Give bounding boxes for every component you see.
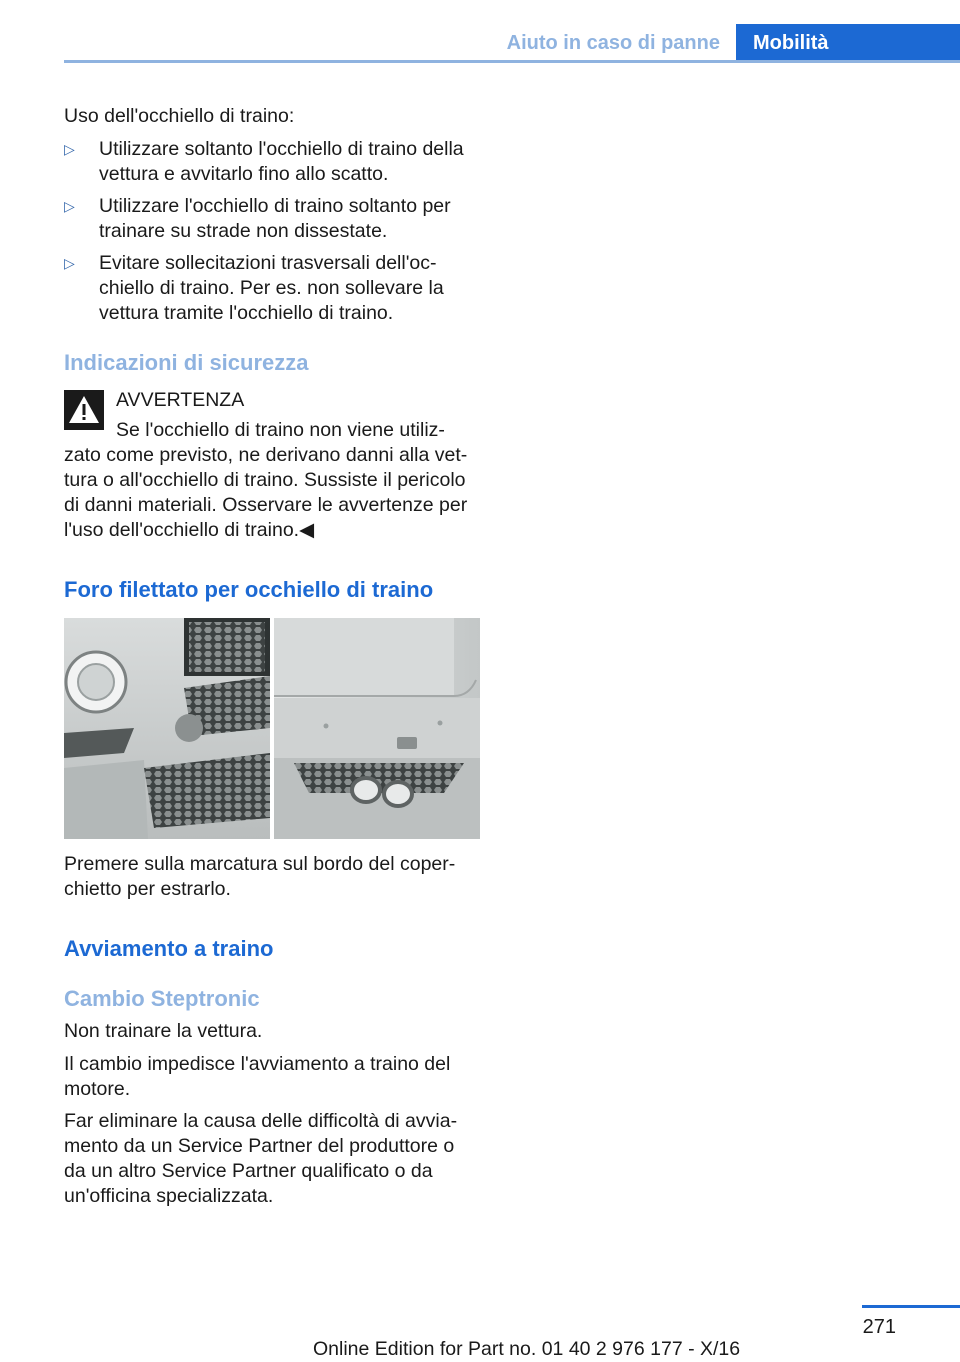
page-number: 271 xyxy=(862,1316,896,1338)
bullet-triangle-icon: ▷ xyxy=(64,141,75,157)
bullet-triangle-icon: ▷ xyxy=(64,198,75,214)
bullet-triangle-icon: ▷ xyxy=(64,255,75,271)
warning-icon xyxy=(64,390,104,430)
list-item-text: Evitare sollecitazioni trasversali dell'oc- chiello di traino. Per es. non sollevare la vettura tramite l'occhiello di traino. xyxy=(99,252,444,324)
warning-text: zato come previsto, ne derivano danni alla vet- tura o all'occhiello di traino. Sussiste il pericolo di danni materiali. Osservare le avvertenze per l'uso dell'occhiello di traino.◀ xyxy=(64,444,468,541)
intro-text: Uso dell'occhiello di traino: xyxy=(64,105,295,127)
header-chapter-title: Mobilità xyxy=(736,24,960,62)
list-item-text: Utilizzare l'occhiello di traino soltanto per trainare su strade non dissestate. xyxy=(99,195,451,242)
header-rule xyxy=(64,60,960,63)
steptronic-heading: Cambio Steptronic xyxy=(64,986,260,1011)
list-item-text: Utilizzare soltanto l'occhiello di traino della vettura e avvitarlo fino allo scatto. xyxy=(99,138,464,185)
footer-rule xyxy=(862,1305,960,1308)
warning-line1: Se l'occhiello di traino non viene utiliz- xyxy=(116,419,445,441)
paragraph-2: Il cambio impedisce l'avviamento a traino del motore. xyxy=(64,1053,451,1100)
tow-eye-cover-photos xyxy=(64,618,480,839)
footer-edition: Online Edition for Part no. 01 40 2 976 177 - X/16 xyxy=(313,1338,741,1360)
towstart-heading: Avviamento a traino xyxy=(64,936,274,961)
photo-caption: Premere sulla marcatura sul bordo del coper- chietto per estrarlo. xyxy=(64,853,456,900)
header-section-title: Aiuto in caso di panne xyxy=(506,32,720,54)
paragraph-3: Far eliminare la causa delle difficoltà di avvia- mento da un Service Partner del produttore o da un altro Service Partner qualificato o da un'officina specializzata. xyxy=(64,1110,458,1207)
warning-title: AVVERTENZA xyxy=(116,389,245,411)
thread-heading: Foro filettato per occhiello di traino xyxy=(64,577,434,602)
paragraph-1: Non trainare la vettura. xyxy=(64,1020,263,1042)
safety-heading: Indicazioni di sicurezza xyxy=(64,350,309,375)
